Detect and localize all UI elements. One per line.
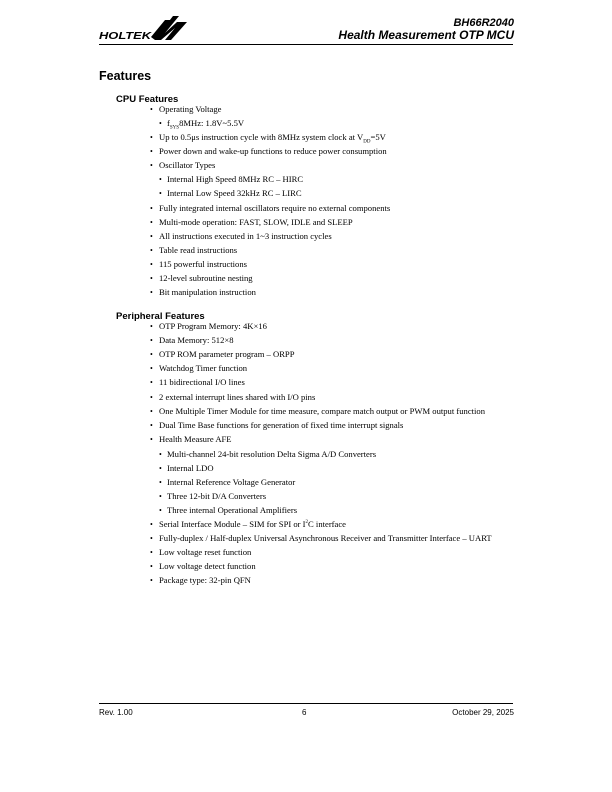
list-item: • Up to 0.5μs instruction cycle with 8MHz system clock at $V_{DD}=5V$: [159, 132, 386, 143]
list-item: • Bit manipulation instruction: [159, 287, 256, 298]
list-item: • $f_{SYS}8MHz$: 1.8V~5.5V: [167, 118, 244, 129]
part-number: BH66R2040: [453, 17, 514, 29]
list-item: • 12-level subroutine nesting: [159, 273, 253, 284]
list-item: • 2 external interrupt lines shared with I/O pins: [159, 392, 315, 403]
list-item: • Fully integrated internal oscillators require no external components: [159, 203, 390, 214]
list-item: • Internal LDO: [167, 463, 214, 474]
list-item: • Multi-channel 24-bit resolution Delta Sigma A/D Converters: [167, 449, 376, 460]
footer-revision: Rev. 1.00: [99, 708, 133, 717]
peripheral-features-title: Peripheral Features: [116, 311, 205, 322]
list-item: • Three internal Operational Amplifiers: [167, 505, 297, 516]
list-item: • Watchdog Timer function: [159, 363, 247, 374]
footer-divider: [99, 703, 513, 704]
list-item: • Fully-duplex / Half-duplex Universal Asynchronous Receiver and Transmitter Interface – UART: [159, 533, 492, 544]
list-item: • One Multiple Timer Module for time measure, compare match output or PWM output function: [159, 406, 485, 417]
list-item: • Health Measure AFE: [159, 434, 232, 445]
list-item: • Three 12-bit D/A Converters: [167, 491, 266, 502]
list-item: • Table read instructions: [159, 245, 237, 256]
logo-mark-icon: [151, 16, 187, 40]
holtek-logo: [99, 14, 189, 42]
list-item: • All instructions executed in 1~3 instruction cycles: [159, 231, 332, 242]
list-item: • 115 powerful instructions: [159, 259, 247, 270]
list-item: • Data Memory: 512×8: [159, 335, 234, 346]
document-title: Health Measurement OTP MCU: [338, 28, 514, 42]
list-item: • Operating Voltage: [159, 104, 221, 115]
list-item: • Low voltage reset function: [159, 547, 251, 558]
list-item: • Internal Reference Voltage Generator: [167, 477, 295, 488]
header-divider: [99, 44, 513, 45]
list-item: • Package type: 32-pin QFN: [159, 575, 251, 586]
list-item: • Low voltage detect function: [159, 561, 256, 572]
list-item: • Serial Interface Module – SIM for SPI or $I^2C$ interface: [159, 519, 346, 530]
list-item: • Internal Low Speed 32kHz RC – LIRC: [167, 188, 302, 199]
list-item: • 11 bidirectional I/O lines: [159, 377, 245, 388]
list-item: • Power down and wake-up functions to reduce power consumption: [159, 146, 387, 157]
list-item: • Oscillator Types: [159, 160, 215, 171]
section-title: Features: [99, 69, 152, 83]
footer-page-number: 6: [302, 708, 307, 717]
list-item: • Multi-mode operation: FAST, SLOW, IDLE and SLEEP: [159, 217, 353, 228]
list-item: • Dual Time Base functions for generation of fixed time interrupt signals: [159, 420, 403, 431]
cpu-features-title: CPU Features: [116, 94, 179, 105]
list-item: • OTP Program Memory: 4K×16: [159, 321, 267, 332]
list-item: • OTP ROM parameter program – ORPP: [159, 349, 295, 360]
holtek-logo-text: HOLTEK: [99, 30, 153, 42]
footer-date: October 29, 2025: [452, 708, 514, 717]
list-item: • Internal High Speed 8MHz RC – HIRC: [167, 174, 303, 185]
